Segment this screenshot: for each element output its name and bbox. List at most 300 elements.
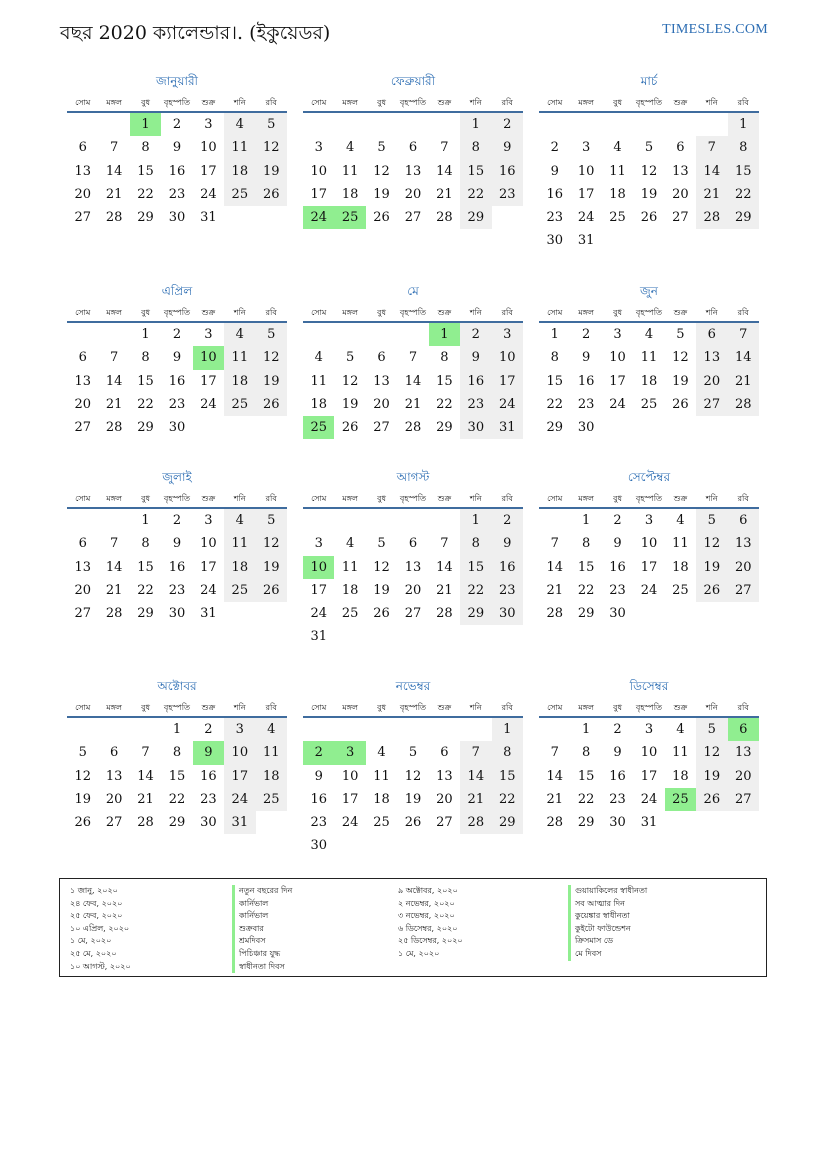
day-cell[interactable]: 30 <box>460 416 491 439</box>
day-cell[interactable]: 15 <box>137 373 154 389</box>
day-cell[interactable]: 14 <box>546 768 563 784</box>
day-cell[interactable]: 15 <box>137 559 154 575</box>
day-cell[interactable]: 26 <box>256 579 287 602</box>
day-cell[interactable]: 1 <box>141 327 150 342</box>
day-cell[interactable]: 26 <box>74 815 91 831</box>
day-cell[interactable]: 20 <box>74 396 91 412</box>
day-cell[interactable]: 19 <box>373 186 390 202</box>
day-cell[interactable]: 20 <box>74 582 91 598</box>
day-cell[interactable]: 17 <box>200 373 217 389</box>
day-cell[interactable]: 26 <box>672 396 689 412</box>
day-cell[interactable]: 18 <box>341 186 359 202</box>
day-cell[interactable]: 16 <box>609 559 626 575</box>
day-cell[interactable]: 20 <box>105 791 123 807</box>
day-cell[interactable]: 11 <box>672 536 689 552</box>
day-cell[interactable]: 20 <box>404 582 422 598</box>
day-cell[interactable]: 15 <box>577 559 595 575</box>
day-cell[interactable]: 8 <box>141 140 150 156</box>
day-cell[interactable]: 23 <box>492 183 523 206</box>
day-cell[interactable]: 22 <box>436 396 453 412</box>
day-cell[interactable]: 2 <box>172 513 182 528</box>
day-cell[interactable]: 7 <box>440 536 449 552</box>
day-cell[interactable]: 11 <box>640 350 658 366</box>
day-cell[interactable]: 18 <box>224 160 255 183</box>
day-cell[interactable]: 20 <box>436 791 453 807</box>
day-cell[interactable]: 16 <box>492 160 523 183</box>
day-cell[interactable]: 17 <box>310 582 327 598</box>
day-cell[interactable]: 26 <box>373 606 390 622</box>
day-cell[interactable]: 6 <box>440 745 449 761</box>
day-cell[interactable]: 2 <box>204 722 213 737</box>
day-cell[interactable]: 25 <box>609 210 626 226</box>
day-cell[interactable]: 7 <box>440 140 449 156</box>
day-cell[interactable]: 23 <box>492 579 523 602</box>
day-cell[interactable]: 21 <box>436 582 453 598</box>
day-cell[interactable]: 6 <box>408 140 418 156</box>
day-cell[interactable]: 2 <box>581 327 591 342</box>
day-cell[interactable]: 27 <box>74 210 91 226</box>
day-cell[interactable]: 5 <box>256 509 287 532</box>
day-cell[interactable]: 5 <box>408 745 418 761</box>
day-cell[interactable]: 16 <box>310 791 327 807</box>
day-cell[interactable]: 16 <box>546 186 563 202</box>
day-cell[interactable]: 19 <box>672 373 689 389</box>
day-cell[interactable]: 20 <box>696 370 727 393</box>
day-cell[interactable]: 9 <box>613 536 622 552</box>
day-cell[interactable]: 19 <box>640 186 658 202</box>
day-cell[interactable]: 12 <box>256 346 287 369</box>
day-cell[interactable]: 23 <box>168 582 186 598</box>
day-cell[interactable]: 26 <box>373 210 390 226</box>
day-cell[interactable]: 18 <box>373 791 390 807</box>
day-cell[interactable]: 13 <box>728 532 759 555</box>
day-cell[interactable]: 2 <box>492 509 523 532</box>
day-cell[interactable]: 10 <box>577 163 595 179</box>
day-cell[interactable]: 28 <box>436 210 453 226</box>
day-cell[interactable]: 25 <box>224 579 255 602</box>
day-cell[interactable]: 17 <box>310 186 327 202</box>
day-cell[interactable]: 21 <box>460 788 491 811</box>
day-cell[interactable]: 7 <box>109 350 119 366</box>
day-cell[interactable]: 31 <box>224 811 255 834</box>
day-cell[interactable]: 12 <box>404 768 422 784</box>
day-cell[interactable]: 15 <box>460 160 491 183</box>
day-cell[interactable]: 27 <box>696 393 727 416</box>
day-cell[interactable]: 28 <box>105 210 123 226</box>
day-cell[interactable]: 4 <box>224 113 255 136</box>
day-cell[interactable]: 25 <box>373 815 390 831</box>
day-cell[interactable]: 9 <box>172 140 182 156</box>
day-cell[interactable]: 27 <box>728 788 759 811</box>
day-cell[interactable]: 27 <box>105 815 123 831</box>
day-cell[interactable]: 17 <box>640 559 658 575</box>
day-cell[interactable]: 10 <box>640 745 658 761</box>
day-cell[interactable]: 21 <box>404 396 422 412</box>
day-cell[interactable]: 1 <box>141 513 150 528</box>
day-cell[interactable]: 27 <box>436 815 453 831</box>
day-cell[interactable]: 3 <box>224 718 255 741</box>
day-cell[interactable]: 25 <box>224 393 255 416</box>
day-cell[interactable]: 3 <box>204 117 213 132</box>
day-cell[interactable]: 8 <box>141 350 150 366</box>
day-cell[interactable]: 3 <box>581 140 591 156</box>
day-cell[interactable]: 14 <box>137 768 154 784</box>
day-cell[interactable]: 6 <box>676 140 685 156</box>
day-cell[interactable]: 25 <box>334 206 365 229</box>
day-cell[interactable]: 3 <box>204 327 213 342</box>
day-cell[interactable]: 18 <box>341 582 359 598</box>
day-cell[interactable]: 30 <box>168 606 186 622</box>
day-cell[interactable]: 11 <box>224 346 255 369</box>
day-cell[interactable]: 24 <box>492 393 523 416</box>
day-cell[interactable]: 12 <box>640 163 658 179</box>
day-cell[interactable]: 21 <box>137 791 154 807</box>
day-cell[interactable]: 30 <box>168 210 186 226</box>
day-cell[interactable]: 23 <box>577 396 595 412</box>
day-cell[interactable]: 23 <box>168 186 186 202</box>
day-cell[interactable]: 14 <box>404 373 422 389</box>
day-cell[interactable]: 14 <box>546 559 563 575</box>
day-cell[interactable]: 17 <box>492 370 523 393</box>
day-cell[interactable]: 27 <box>74 606 91 622</box>
day-cell[interactable]: 17 <box>224 765 255 788</box>
day-cell[interactable]: 16 <box>168 163 186 179</box>
day-cell[interactable]: 20 <box>672 186 689 202</box>
day-cell[interactable]: 4 <box>256 718 287 741</box>
day-cell[interactable]: 12 <box>696 532 727 555</box>
day-cell[interactable]: 19 <box>404 791 422 807</box>
day-cell[interactable]: 11 <box>341 559 359 575</box>
day-cell[interactable]: 6 <box>78 350 87 366</box>
day-cell[interactable]: 28 <box>546 606 563 622</box>
day-cell[interactable]: 19 <box>341 396 359 412</box>
day-cell[interactable]: 14 <box>105 163 123 179</box>
day-cell[interactable]: 24 <box>303 206 334 229</box>
day-cell[interactable]: 12 <box>256 136 287 159</box>
day-cell[interactable]: 14 <box>436 559 453 575</box>
day-cell[interactable]: 31 <box>640 815 658 831</box>
day-cell[interactable]: 5 <box>377 140 386 156</box>
day-cell[interactable]: 12 <box>341 373 359 389</box>
day-cell[interactable]: 31 <box>200 606 217 622</box>
day-cell[interactable]: 5 <box>696 509 727 532</box>
day-cell[interactable]: 3 <box>204 513 213 528</box>
day-cell[interactable]: 29 <box>137 210 154 226</box>
day-cell[interactable]: 1 <box>581 513 591 528</box>
day-cell[interactable]: 4 <box>314 350 323 366</box>
day-cell[interactable]: 21 <box>105 186 123 202</box>
day-cell[interactable]: 19 <box>256 556 287 579</box>
day-cell[interactable]: 8 <box>492 741 523 764</box>
day-cell[interactable]: 6 <box>109 745 119 761</box>
day-cell[interactable]: 2 <box>172 327 182 342</box>
day-cell[interactable]: 10 <box>492 346 523 369</box>
day-cell[interactable]: 23 <box>168 396 186 412</box>
day-cell[interactable]: 13 <box>105 768 123 784</box>
day-cell[interactable]: 20 <box>728 765 759 788</box>
day-cell[interactable]: 2 <box>550 140 559 156</box>
day-cell[interactable]: 24 <box>609 396 626 412</box>
day-cell[interactable]: 13 <box>74 373 91 389</box>
day-cell[interactable]: 29 <box>577 606 595 622</box>
day-cell[interactable]: 19 <box>256 370 287 393</box>
day-cell[interactable]: 27 <box>728 579 759 602</box>
day-cell[interactable]: 13 <box>436 768 453 784</box>
day-cell[interactable]: 25 <box>256 788 287 811</box>
day-cell[interactable]: 27 <box>74 420 91 436</box>
day-cell[interactable]: 18 <box>310 396 327 412</box>
day-cell[interactable]: 5 <box>644 140 654 156</box>
day-cell[interactable]: 25 <box>665 788 696 811</box>
day-cell[interactable]: 16 <box>168 373 186 389</box>
day-cell[interactable]: 17 <box>341 791 359 807</box>
day-cell[interactable]: 4 <box>377 745 386 761</box>
day-cell[interactable]: 7 <box>696 136 727 159</box>
day-cell[interactable]: 10 <box>200 140 217 156</box>
day-cell[interactable]: 7 <box>141 745 150 761</box>
day-cell[interactable]: 9 <box>193 741 224 764</box>
day-cell[interactable]: 4 <box>613 140 622 156</box>
day-cell[interactable]: 18 <box>224 556 255 579</box>
day-cell[interactable]: 24 <box>640 791 658 807</box>
day-cell[interactable]: 29 <box>137 606 154 622</box>
day-cell[interactable]: 20 <box>728 556 759 579</box>
day-cell[interactable]: 12 <box>256 532 287 555</box>
day-cell[interactable]: 26 <box>696 579 727 602</box>
day-cell[interactable]: 3 <box>644 513 654 528</box>
day-cell[interactable]: 5 <box>696 718 727 741</box>
day-cell[interactable]: 4 <box>644 327 654 342</box>
day-cell[interactable]: 4 <box>676 513 685 528</box>
day-cell[interactable]: 11 <box>609 163 626 179</box>
day-cell[interactable]: 8 <box>141 536 150 552</box>
day-cell[interactable]: 10 <box>341 768 359 784</box>
day-cell[interactable]: 17 <box>609 373 626 389</box>
day-cell[interactable]: 21 <box>436 186 453 202</box>
day-cell[interactable]: 19 <box>373 582 390 598</box>
day-cell[interactable]: 5 <box>78 745 87 761</box>
day-cell[interactable]: 18 <box>224 370 255 393</box>
day-cell[interactable]: 28 <box>105 420 123 436</box>
day-cell[interactable]: 7 <box>408 350 418 366</box>
day-cell[interactable]: 1 <box>429 323 460 346</box>
day-cell[interactable]: 3 <box>492 323 523 346</box>
day-cell[interactable]: 27 <box>672 210 689 226</box>
day-cell[interactable]: 18 <box>640 373 658 389</box>
day-cell[interactable]: 9 <box>314 768 323 784</box>
day-cell[interactable]: 5 <box>345 350 355 366</box>
day-cell[interactable]: 5 <box>377 536 386 552</box>
day-cell[interactable]: 28 <box>404 420 422 436</box>
day-cell[interactable]: 15 <box>492 765 523 788</box>
day-cell[interactable]: 10 <box>310 163 327 179</box>
day-cell[interactable]: 18 <box>672 559 689 575</box>
day-cell[interactable]: 16 <box>168 559 186 575</box>
day-cell[interactable]: 22 <box>546 396 563 412</box>
day-cell[interactable]: 8 <box>460 532 491 555</box>
day-cell[interactable]: 26 <box>404 815 422 831</box>
day-cell[interactable]: 24 <box>577 210 595 226</box>
day-cell[interactable]: 7 <box>109 140 119 156</box>
day-cell[interactable]: 23 <box>609 791 626 807</box>
day-cell[interactable]: 6 <box>377 350 386 366</box>
day-cell[interactable]: 7 <box>550 745 559 761</box>
day-cell[interactable]: 13 <box>373 373 390 389</box>
day-cell[interactable]: 30 <box>577 420 595 436</box>
day-cell[interactable]: 17 <box>200 163 217 179</box>
day-cell[interactable]: 22 <box>137 186 154 202</box>
day-cell[interactable]: 21 <box>546 791 563 807</box>
day-cell[interactable]: 3 <box>644 722 654 737</box>
day-cell[interactable]: 9 <box>492 532 523 555</box>
day-cell[interactable]: 7 <box>109 536 119 552</box>
day-cell[interactable]: 12 <box>696 741 727 764</box>
day-cell[interactable]: 4 <box>345 536 355 552</box>
day-cell[interactable]: 23 <box>609 582 626 598</box>
day-cell[interactable]: 2 <box>172 117 182 132</box>
day-cell[interactable]: 29 <box>168 815 186 831</box>
day-cell[interactable]: 13 <box>404 163 422 179</box>
day-cell[interactable]: 12 <box>74 768 91 784</box>
day-cell[interactable]: 11 <box>224 136 255 159</box>
day-cell[interactable]: 17 <box>640 768 658 784</box>
day-cell[interactable]: 21 <box>696 183 727 206</box>
day-cell[interactable]: 1 <box>172 722 182 737</box>
day-cell[interactable]: 22 <box>728 183 759 206</box>
day-cell[interactable]: 29 <box>460 602 491 625</box>
day-cell[interactable]: 22 <box>492 788 523 811</box>
day-cell[interactable]: 13 <box>74 163 91 179</box>
day-cell[interactable]: 24 <box>200 396 217 412</box>
day-cell[interactable]: 8 <box>728 136 759 159</box>
day-cell[interactable]: 27 <box>404 606 422 622</box>
day-cell[interactable]: 6 <box>78 140 87 156</box>
day-cell[interactable]: 20 <box>404 186 422 202</box>
day-cell[interactable]: 3 <box>314 140 323 156</box>
day-cell[interactable]: 17 <box>200 559 217 575</box>
day-cell[interactable]: 30 <box>609 815 626 831</box>
day-cell[interactable]: 1 <box>130 113 161 136</box>
day-cell[interactable]: 15 <box>168 768 186 784</box>
day-cell[interactable]: 3 <box>334 741 365 764</box>
day-cell[interactable]: 26 <box>640 210 658 226</box>
day-cell[interactable]: 6 <box>728 509 759 532</box>
day-cell[interactable]: 30 <box>492 602 523 625</box>
day-cell[interactable]: 8 <box>172 745 182 761</box>
day-cell[interactable]: 2 <box>613 513 622 528</box>
day-cell[interactable]: 6 <box>408 536 418 552</box>
day-cell[interactable]: 20 <box>74 186 91 202</box>
day-cell[interactable]: 23 <box>460 393 491 416</box>
day-cell[interactable]: 28 <box>696 206 727 229</box>
day-cell[interactable]: 8 <box>440 350 449 366</box>
day-cell[interactable]: 15 <box>460 556 491 579</box>
day-cell[interactable]: 24 <box>310 606 327 622</box>
day-cell[interactable]: 7 <box>550 536 559 552</box>
day-cell[interactable]: 26 <box>341 420 359 436</box>
day-cell[interactable]: 24 <box>200 186 217 202</box>
day-cell[interactable]: 30 <box>168 420 186 436</box>
day-cell[interactable]: 22 <box>137 396 154 412</box>
day-cell[interactable]: 8 <box>581 536 591 552</box>
day-cell[interactable]: 10 <box>193 346 224 369</box>
day-cell[interactable]: 29 <box>460 206 491 229</box>
day-cell[interactable]: 30 <box>200 815 217 831</box>
day-cell[interactable]: 2 <box>460 323 491 346</box>
day-cell[interactable]: 1 <box>728 113 759 136</box>
day-cell[interactable]: 16 <box>200 768 217 784</box>
day-cell[interactable]: 11 <box>672 745 689 761</box>
day-cell[interactable]: 2 <box>492 113 523 136</box>
day-cell[interactable]: 22 <box>460 579 491 602</box>
day-cell[interactable]: 10 <box>224 741 255 764</box>
day-cell[interactable]: 18 <box>672 768 689 784</box>
day-cell[interactable]: 22 <box>137 582 154 598</box>
day-cell[interactable]: 23 <box>310 815 327 831</box>
day-cell[interactable]: 16 <box>492 556 523 579</box>
day-cell[interactable]: 5 <box>256 323 287 346</box>
day-cell[interactable]: 9 <box>492 136 523 159</box>
day-cell[interactable]: 22 <box>577 791 595 807</box>
day-cell[interactable]: 12 <box>373 163 390 179</box>
day-cell[interactable]: 3 <box>314 536 323 552</box>
day-cell[interactable]: 7 <box>460 741 491 764</box>
day-cell[interactable]: 25 <box>672 582 689 598</box>
day-cell[interactable]: 16 <box>609 768 626 784</box>
day-cell[interactable]: 4 <box>224 323 255 346</box>
day-cell[interactable]: 11 <box>373 768 390 784</box>
day-cell[interactable]: 31 <box>492 416 523 439</box>
day-cell[interactable]: 22 <box>577 582 595 598</box>
day-cell[interactable]: 18 <box>256 765 287 788</box>
day-cell[interactable]: 29 <box>492 811 523 834</box>
day-cell[interactable]: 29 <box>728 206 759 229</box>
day-cell[interactable]: 28 <box>105 606 123 622</box>
day-cell[interactable]: 19 <box>696 556 727 579</box>
day-cell[interactable]: 25 <box>224 183 255 206</box>
day-cell[interactable]: 6 <box>728 718 759 741</box>
day-cell[interactable]: 13 <box>74 559 91 575</box>
day-cell[interactable]: 3 <box>613 327 622 342</box>
day-cell[interactable]: 4 <box>676 722 685 737</box>
day-cell[interactable]: 28 <box>546 815 563 831</box>
day-cell[interactable]: 15 <box>577 768 595 784</box>
day-cell[interactable]: 5 <box>256 113 287 136</box>
day-cell[interactable]: 15 <box>137 163 154 179</box>
day-cell[interactable]: 4 <box>345 140 355 156</box>
day-cell[interactable]: 24 <box>200 582 217 598</box>
day-cell[interactable]: 19 <box>696 765 727 788</box>
day-cell[interactable]: 28 <box>137 815 154 831</box>
day-cell[interactable]: 9 <box>581 350 591 366</box>
day-cell[interactable]: 21 <box>728 370 759 393</box>
day-cell[interactable]: 9 <box>550 163 559 179</box>
day-cell[interactable]: 12 <box>672 350 689 366</box>
day-cell[interactable]: 13 <box>672 163 689 179</box>
day-cell[interactable]: 1 <box>492 718 523 741</box>
day-cell[interactable]: 21 <box>546 582 563 598</box>
day-cell[interactable]: 24 <box>640 582 658 598</box>
day-cell[interactable]: 11 <box>224 532 255 555</box>
day-cell[interactable]: 10 <box>609 350 626 366</box>
day-cell[interactable]: 13 <box>696 346 727 369</box>
day-cell[interactable]: 28 <box>728 393 759 416</box>
day-cell[interactable]: 9 <box>613 745 622 761</box>
day-cell[interactable]: 9 <box>460 346 491 369</box>
day-cell[interactable]: 25 <box>303 416 334 439</box>
day-cell[interactable]: 7 <box>728 323 759 346</box>
day-cell[interactable]: 23 <box>546 210 563 226</box>
